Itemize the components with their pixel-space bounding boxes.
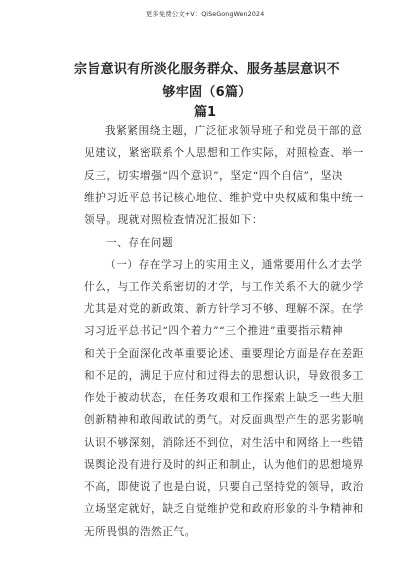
body-line: 创新精神和敢闯敢试的勇气。对反面典型产生的恶劣影响 — [84, 414, 364, 426]
body-line: 不高，即使说了也是白说，只要自己坚持党的领导，政治 — [84, 481, 364, 493]
body-line: 什么，与工作关系密切的才学，与工作关系不大的就少学 — [84, 281, 364, 293]
body-line: 立场坚定就好，缺乏自觉维护党和政府形象的斗争精神和 — [84, 503, 364, 515]
body-line: 习习近平总书记“四个着力”“三个推进”重要指示精神 — [84, 325, 344, 337]
body-line: 误舆论没有进行及时的纠正和制止，认为他们的思想境界 — [84, 459, 364, 471]
intro-line: 维护习近平总书记核心地位、维护党中央权威和集中统一 — [84, 192, 364, 204]
section-heading: 一、存在问题 — [106, 237, 174, 249]
page-header: 更多免费公文+V：QiSeGongWen2024 — [145, 10, 265, 18]
body-line: 和关于全面深化改革重要论述、重要理论方面是存在差距 — [84, 348, 364, 360]
body-line: 尤其是对党的新政策、新方针学习不够、理解不深。在学 — [84, 303, 364, 315]
body-line: 无所畏惧的浩然正气。 — [84, 526, 196, 538]
body-line: （一）存在学习上的实用主义，通常要用什么才去学 — [105, 259, 363, 271]
intro-line: 我紧紧围绕主题，广泛征求领导班子和党员干部的意 — [105, 125, 363, 137]
body-line: 和不足的，满足于应付和过得去的思想认识，导致很多工 — [84, 370, 364, 382]
body-line: 认识不够深刻，消除还不到位，对生活中和网络上一些错 — [84, 437, 364, 449]
document-subtitle: 篇1 — [193, 105, 217, 120]
body-line: 作处于被动状态，在任务攻艰和工作探索上缺乏一些大胆 — [84, 392, 364, 404]
intro-line: 反三，切实增强“四个意识”，坚定“四个自信”，坚决 — [84, 170, 344, 182]
document-title: 宗旨意识有所淡化服务群众、服务基层意识不够牢固（6篇） — [73, 62, 340, 100]
intro-line: 见建议，紧密联系个人思想和工作实际，对照检查、举一 — [84, 147, 364, 159]
intro-line: 领导。现就对照检查情况汇报如下： — [84, 214, 264, 226]
